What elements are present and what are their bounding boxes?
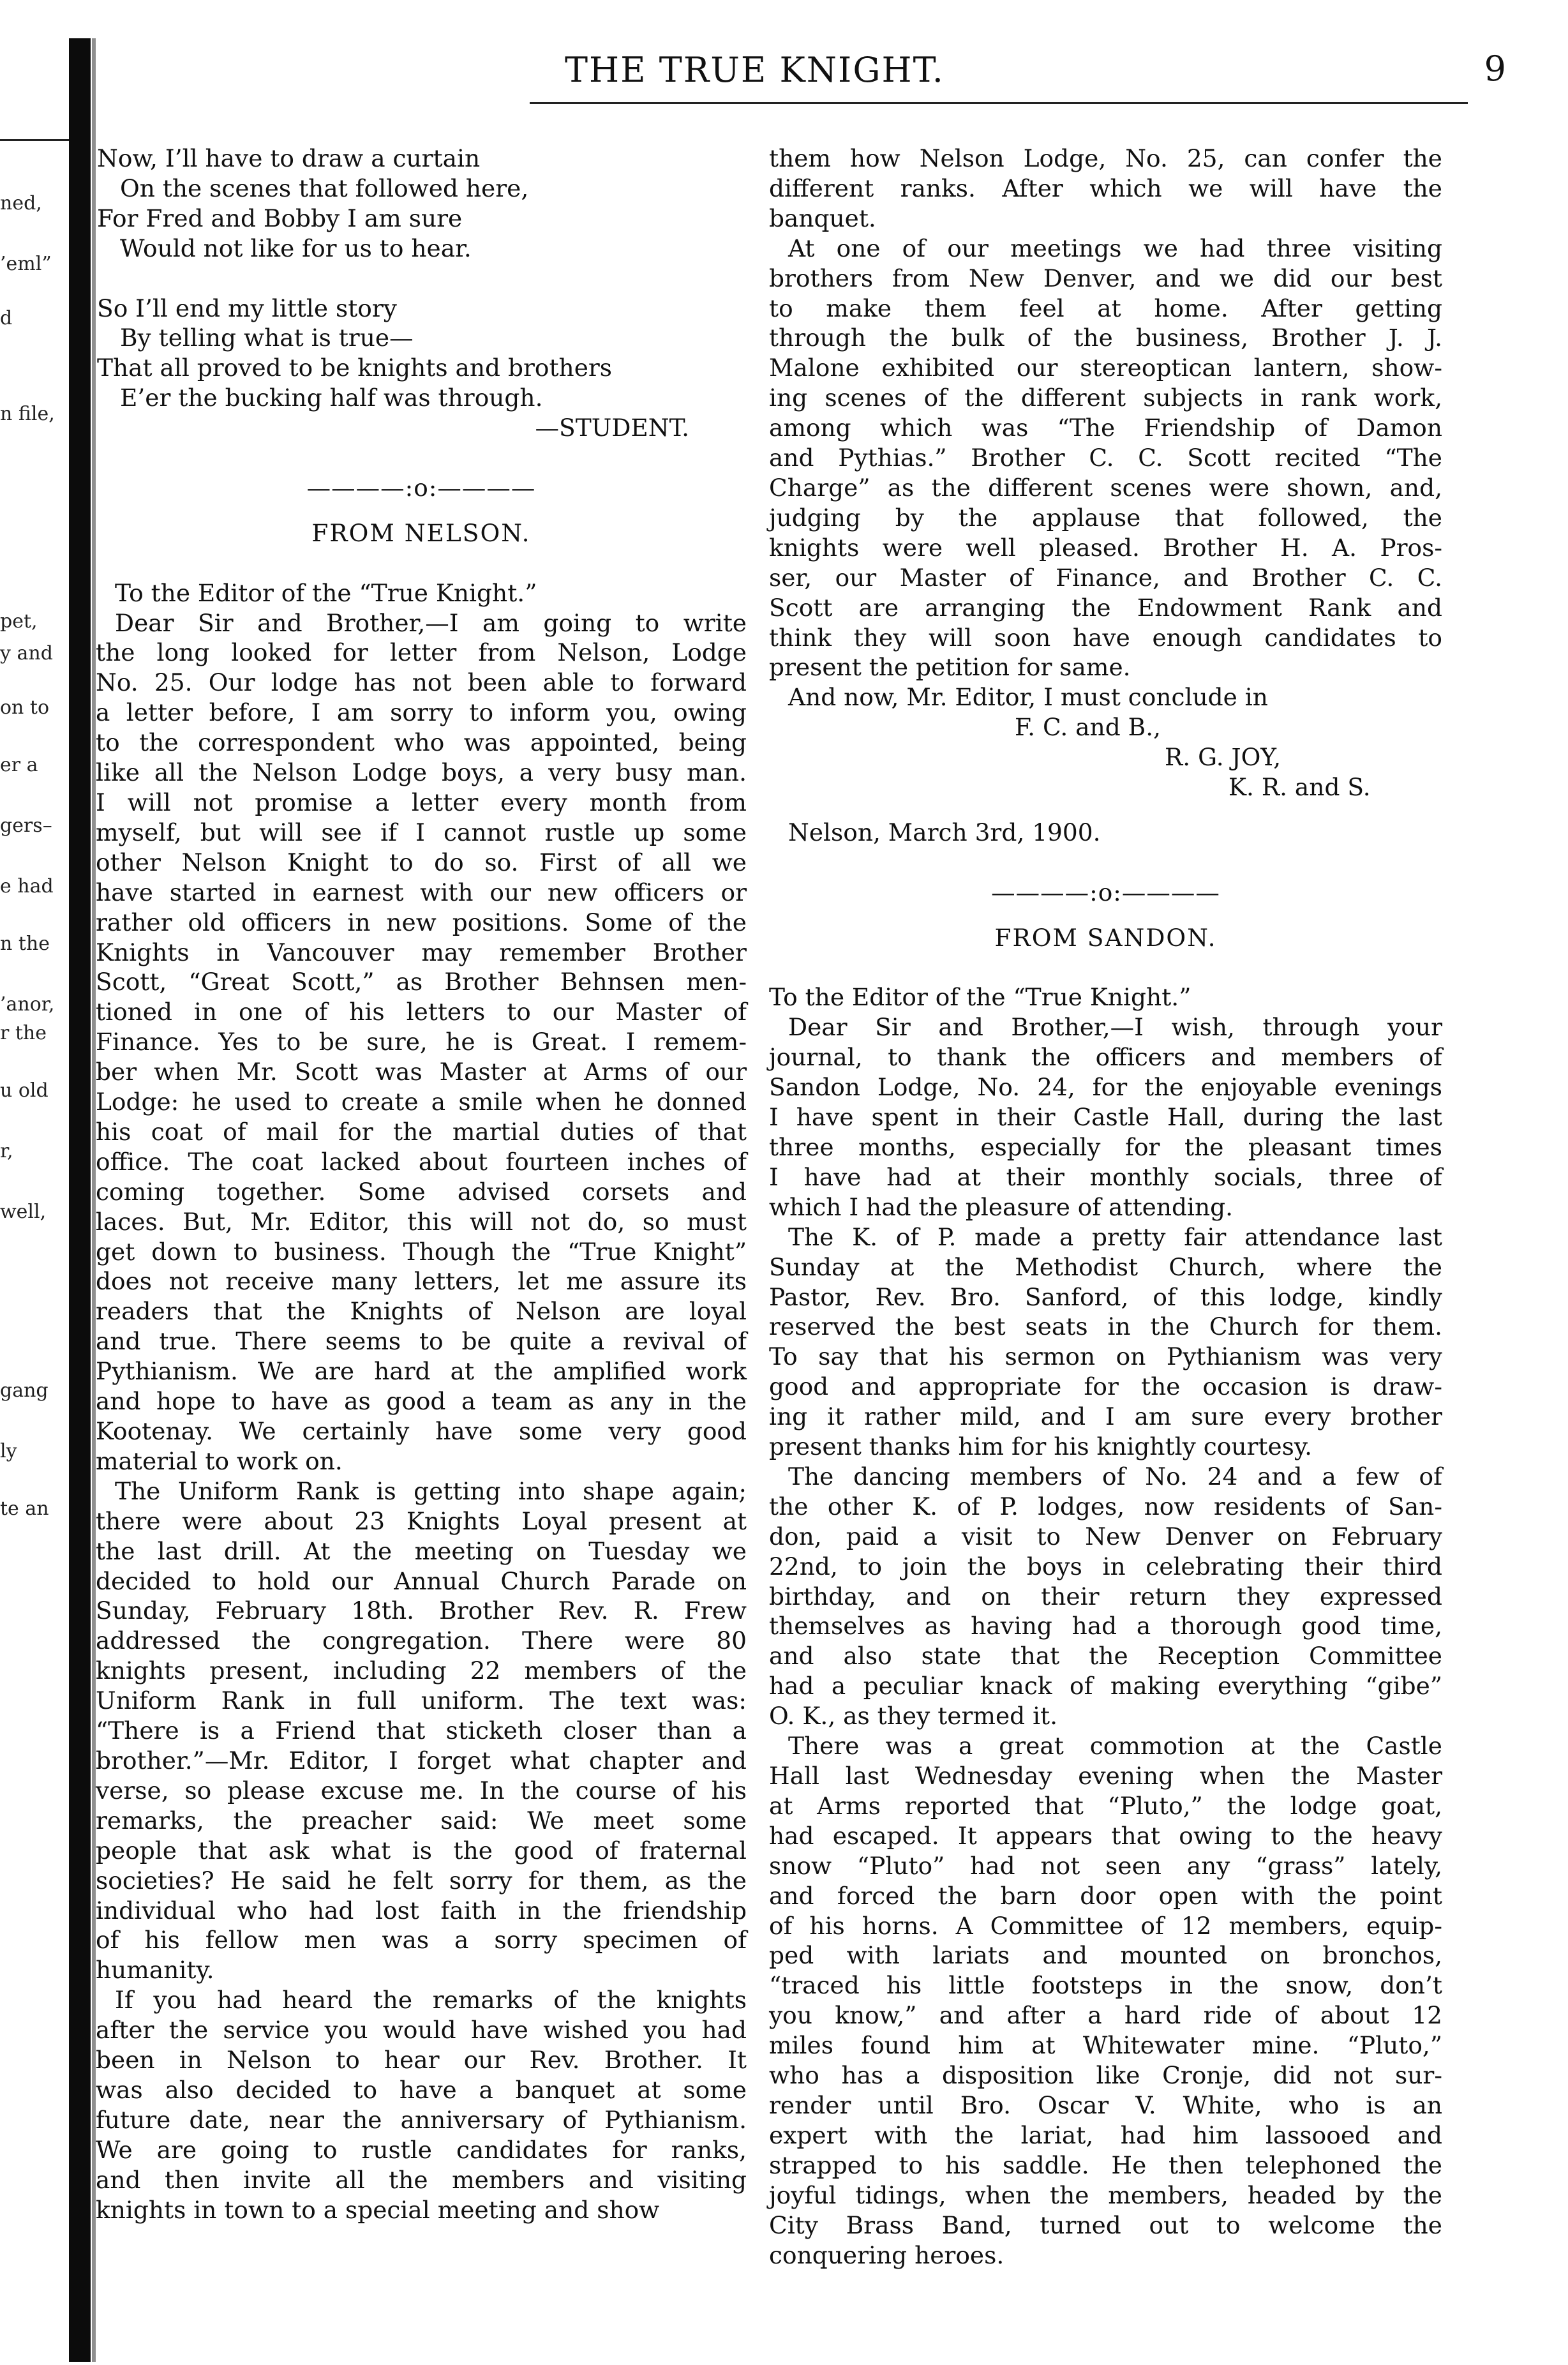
text-line: For Fred and Bobby I am sure: [97, 204, 463, 232]
text-line: To say that his sermon on Pythianism was very: [769, 1342, 1442, 1371]
text-line: does not receive many letters, let me assure its: [96, 1267, 747, 1296]
letter-paragraph: [769, 1012, 1442, 1222]
signature-title: K. R. and S.: [1228, 773, 1371, 802]
margin-fragment: well,: [0, 1201, 47, 1223]
text-line: three months, especially for the pleasant times: [769, 1132, 1442, 1161]
text-line: Pastor, Rev. Bro. Sanford, of this lodge, kindly: [769, 1282, 1442, 1311]
header-rule: [530, 102, 1468, 104]
text-line: office. The coat lacked about fourteen inches of: [96, 1147, 747, 1176]
separator: ————:o:————: [991, 878, 1220, 906]
text-line: On the scenes that followed here,: [120, 174, 529, 202]
text-line: Malone exhibited our stereoptican lantern, show-: [769, 354, 1442, 382]
text-line: have started in earnest with our new officers or: [96, 878, 747, 906]
text-line: to the correspondent who was appointed, being: [96, 728, 747, 757]
text-line: remarks, the preacher said: We meet some: [96, 1806, 747, 1835]
text-line: through the bulk of the business, Brother J. J.: [769, 324, 1442, 352]
dateline: Nelson, March 3rd, 1900.: [788, 818, 1101, 846]
poem-signature: —STUDENT.: [535, 414, 689, 442]
letter-paragraph: [96, 608, 747, 1476]
text-line: conquering heroes.: [769, 2241, 1004, 2269]
text-line: present the petition for same.: [769, 653, 1131, 682]
text-line: the other K. of P. lodges, now residents of San-: [769, 1492, 1442, 1520]
text-line: Dear Sir and Brother,—I am going to write: [115, 608, 747, 637]
text-line: The K. of P. made a pretty fair attendance last: [788, 1222, 1442, 1251]
salutation: To the Editor of the “True Knight.”: [115, 578, 537, 607]
text-line: Would not like for us to hear.: [120, 234, 472, 262]
text-line: brothers from New Denver, and we did our best: [769, 264, 1442, 292]
letter-paragraph: [96, 1985, 747, 2225]
text-line: “traced his little footsteps in the snow, don’t: [769, 1971, 1442, 2000]
margin-fragment: n file,: [0, 403, 55, 425]
text-line: which I had the pleasure of attending.: [769, 1192, 1234, 1221]
text-line: Hall last Wednesday evening when the Master: [769, 1762, 1442, 1790]
text-line: decided to hold our Annual Church Parade on: [96, 1566, 747, 1595]
letter-paragraph: [769, 1222, 1442, 1462]
text-line: among which was “The Friendship of Damon: [769, 414, 1442, 442]
text-line: different ranks. After which we will have the: [769, 174, 1442, 202]
text-line: and then invite all the members and visiting: [96, 2165, 747, 2194]
text-line: Finance. Yes to be sure, he is Great. I remem-: [96, 1028, 747, 1056]
text-line: myself, but will see if I cannot rustle up some: [96, 818, 747, 846]
margin-fragment: on to: [0, 696, 50, 719]
text-line: Kootenay. We certainly have some very good: [96, 1417, 747, 1446]
text-line: The Uniform Rank is getting into shape again;: [115, 1476, 747, 1505]
letter-paragraph: [769, 1462, 1442, 1731]
text-line: knights were well pleased. Brother H. A. Pros-: [769, 533, 1442, 562]
text-line: Knights in Vancouver may remember Brother: [96, 938, 747, 966]
text-line: If you had heard the remarks of the knights: [115, 1986, 747, 2015]
text-line: laces. But, Mr. Editor, this will not do, so must: [96, 1207, 747, 1236]
text-line: and hope to have as good a team as any in the: [96, 1387, 747, 1416]
margin-fragment: r the: [0, 1022, 47, 1044]
letter-paragraph: [769, 1731, 1442, 2270]
text-line: I have spent in their Castle Hall, during the last: [769, 1103, 1442, 1132]
page-header: [96, 46, 1551, 97]
text-line: material to work on.: [96, 1446, 343, 1475]
text-line: expert with the lariat, had him lassooed and: [769, 2121, 1442, 2149]
text-line: brother.”—Mr. Editor, I forget what chapter and: [96, 1746, 747, 1775]
text-line: people that ask what is the good of fraternal: [96, 1836, 747, 1865]
left-column: [96, 144, 747, 2225]
text-line: present thanks him for his knightly courtesy.: [769, 1432, 1313, 1461]
text-line: other Nelson Knight to do so. First of all we: [96, 848, 747, 876]
text-line: was also decided to have a banquet at some: [96, 2075, 747, 2104]
text-line: joyful tidings, when the members, headed by the: [769, 2181, 1442, 2209]
text-line: Charge” as the different scenes were shown, and,: [769, 473, 1442, 502]
text-line: So I’ll end my little story: [97, 294, 397, 322]
separator: ————:o:————: [306, 473, 536, 502]
margin-fragment: u old: [0, 1079, 49, 1102]
letter-paragraph: [96, 1476, 747, 1985]
text-line: tioned in one of his letters to our Master of: [96, 998, 747, 1026]
text-line: knights present, including 22 members of the: [96, 1656, 747, 1685]
closing-line: And now, Mr. Editor, I must conclude in: [788, 683, 1268, 712]
text-line: the last drill. At the meeting on Tuesday we: [96, 1536, 747, 1565]
text-line: strapped to his saddle. He then telephoned the: [769, 2151, 1442, 2179]
text-line: Dear Sir and Brother,—I wish, through your: [788, 1013, 1442, 1042]
text-line: Uniform Rank in full uniform. The text was:: [96, 1686, 747, 1715]
signature-name: R. G. JOY,: [1165, 743, 1281, 772]
text-line: At one of our meetings we had three visiting: [788, 234, 1442, 262]
margin-fragment: pet,: [0, 610, 38, 633]
text-line: The dancing members of No. 24 and a few of: [788, 1462, 1442, 1490]
text-line: them how Nelson Lodge, No. 25, can confer the: [769, 144, 1442, 172]
text-line: and Pythias.” Brother C. C. Scott recited “The: [769, 444, 1442, 472]
text-line: future date, near the anniversary of Pythianism.: [96, 2105, 747, 2134]
salutation: To the Editor of the “True Knight.”: [769, 983, 1191, 1012]
margin-fragment: ’eml”: [0, 253, 52, 275]
margin-fragment: e had: [0, 875, 54, 897]
text-line: Scott are arranging the Endowment Rank and: [769, 593, 1442, 622]
text-line: Sunday, February 18th. Brother Rev. R. Frew: [96, 1596, 747, 1625]
text-line: to make them feel at home. After getting: [769, 294, 1442, 322]
text-line: good and appropriate for the occasion is draw-: [769, 1372, 1442, 1401]
text-line: Sunday at the Methodist Church, where the: [769, 1252, 1442, 1281]
section-heading-sandon: FROM SANDON.: [994, 923, 1217, 952]
text-line: snow “Pluto” had not seen any “grass” lately,: [769, 1851, 1442, 1880]
margin-fragment: gang: [0, 1379, 49, 1402]
text-line: ber when Mr. Scott was Master at Arms of our: [96, 1058, 747, 1086]
text-line: ser, our Master of Finance, and Brother C. C.: [769, 563, 1442, 592]
text-line: of his horns. A Committee of 12 members, equip-: [769, 1911, 1442, 1940]
text-line: judging by the applause that followed, the: [769, 503, 1442, 532]
margin-fragment: gers–: [0, 815, 52, 837]
text-line: I will not promise a letter every month from: [96, 788, 747, 816]
text-line: individual who had lost faith in the friendship: [96, 1896, 747, 1925]
text-line: themselves as having had a thorough good time,: [769, 1612, 1442, 1640]
text-line: verse, so please excuse me. In the course of his: [96, 1776, 747, 1805]
margin-fragment: ’anor,: [0, 993, 55, 1016]
margin-fragment: r,: [0, 1140, 13, 1162]
text-line: Lodge: he used to create a smile when he donned: [96, 1088, 747, 1116]
text-line: had escaped. It appears that owing to the heavy: [769, 1821, 1442, 1850]
poem-stanza-2: [96, 294, 747, 414]
letter-paragraph: [769, 234, 1442, 683]
text-line: banquet.: [769, 204, 876, 232]
text-line: By telling what is true—: [120, 324, 414, 352]
text-line: his coat of mail for the martial duties of that: [96, 1117, 747, 1146]
text-line: “There is a Friend that sticketh closer than a: [96, 1716, 747, 1745]
margin-fragment: d: [0, 307, 13, 329]
text-line: like all the Nelson Lodge boys, a very busy man.: [96, 758, 747, 787]
text-line: Pythianism. We are hard at the amplified work: [96, 1357, 747, 1386]
text-line: societies? He said he felt sorry for them, as the: [96, 1866, 747, 1895]
text-line: who has a disposition like Cronje, did not sur-: [769, 2061, 1442, 2090]
text-line: get down to business. Though the “True Knight”: [96, 1237, 747, 1266]
text-line: I have had at their monthly socials, three of: [769, 1162, 1442, 1191]
text-line: after the service you would have wished you had: [96, 2016, 747, 2045]
margin-fragment: ned,: [0, 192, 42, 214]
text-line: reserved the best seats in the Church for them.: [769, 1312, 1442, 1341]
text-line: miles found him at Whitewater mine. “Pluto,”: [769, 2031, 1442, 2060]
text-line: don, paid a visit to New Denver on February: [769, 1522, 1442, 1550]
text-line: There was a great commotion at the Castle: [788, 1732, 1442, 1761]
text-line: Now, I’ll have to draw a curtain: [97, 144, 481, 172]
text-line: addressed the congregation. There were 80: [96, 1626, 747, 1655]
text-line: That all proved to be knights and brothers: [97, 354, 613, 382]
binding-shadow: [69, 38, 91, 2362]
margin-fragment: y and: [0, 642, 53, 664]
text-line: ped with lariats and mounted on bronchos,: [769, 1941, 1442, 1970]
text-line: O. K., as they termed it.: [769, 1702, 1058, 1731]
text-line: and forced the barn door open with the point: [769, 1881, 1442, 1910]
text-line: ing it rather mild, and I am sure every brother: [769, 1402, 1442, 1431]
text-line: rather old officers in new positions. Some of the: [96, 908, 747, 936]
margin-fragment: ly: [0, 1440, 17, 1462]
text-line: We are going to rustle candidates for ranks,: [96, 2135, 747, 2164]
text-line: No. 25. Our lodge has not been able to forward: [96, 668, 747, 697]
text-line: journal, to thank the officers and members of: [769, 1043, 1442, 1072]
text-line: at Arms reported that “Pluto,” the lodge goat,: [769, 1791, 1442, 1820]
text-line: E’er the bucking half was through.: [120, 384, 543, 412]
right-column: [769, 144, 1442, 2270]
text-line: 22nd, to join the boys in celebrating their third: [769, 1552, 1442, 1580]
text-line: ing scenes of the different subjects in rank work,: [769, 384, 1442, 412]
text-line: and true. There seems to be quite a revival of: [96, 1327, 747, 1356]
letter-paragraph: [769, 144, 1442, 234]
signoff-fcb: F. C. and B.,: [1015, 713, 1161, 742]
text-line: Scott, “Great Scott,” as Brother Behnsen men-: [96, 968, 747, 996]
page-number: 9: [1484, 49, 1506, 89]
section-heading-nelson: FROM NELSON.: [311, 518, 531, 547]
text-line: you know,” and after a hard ride of about 12: [769, 2001, 1442, 2030]
text-line: there were about 23 Knights Loyal present at: [96, 1506, 747, 1535]
text-line: readers that the Knights of Nelson are loyal: [96, 1297, 747, 1326]
margin-fragment: te an: [0, 1498, 49, 1520]
text-line: of his fellow men was a sorry specimen of: [96, 1926, 747, 1955]
text-line: the long looked for letter from Nelson, Lodge: [96, 638, 747, 667]
text-line: and also state that the Reception Committee: [769, 1642, 1442, 1671]
margin-fragment: n the: [0, 933, 50, 955]
text-line: been in Nelson to hear our Rev. Brother. It: [96, 2046, 747, 2075]
margin-fragment: er a: [0, 754, 38, 776]
poem-stanza-1: [96, 144, 747, 264]
text-line: render until Bro. Oscar V. White, who is an: [769, 2091, 1442, 2119]
text-line: Sandon Lodge, No. 24, for the enjoyable evenings: [769, 1073, 1442, 1102]
margin-rule: [0, 139, 70, 141]
running-title: THE TRUE KNIGHT.: [565, 50, 945, 90]
text-line: think they will soon have enough candidates to: [769, 623, 1442, 652]
text-line: knights in town to a special meeting and show: [96, 2195, 660, 2224]
text-line: birthday, and on their return they expressed: [769, 1582, 1442, 1610]
text-line: a letter before, I am sorry to inform you, owing: [96, 698, 747, 727]
text-line: coming together. Some advised corsets and: [96, 1177, 747, 1206]
text-line: City Brass Band, turned out to welcome the: [769, 2211, 1442, 2239]
text-line: had a peculiar knack of making everything “gibe”: [769, 1672, 1442, 1701]
text-line: humanity.: [96, 1956, 214, 1985]
